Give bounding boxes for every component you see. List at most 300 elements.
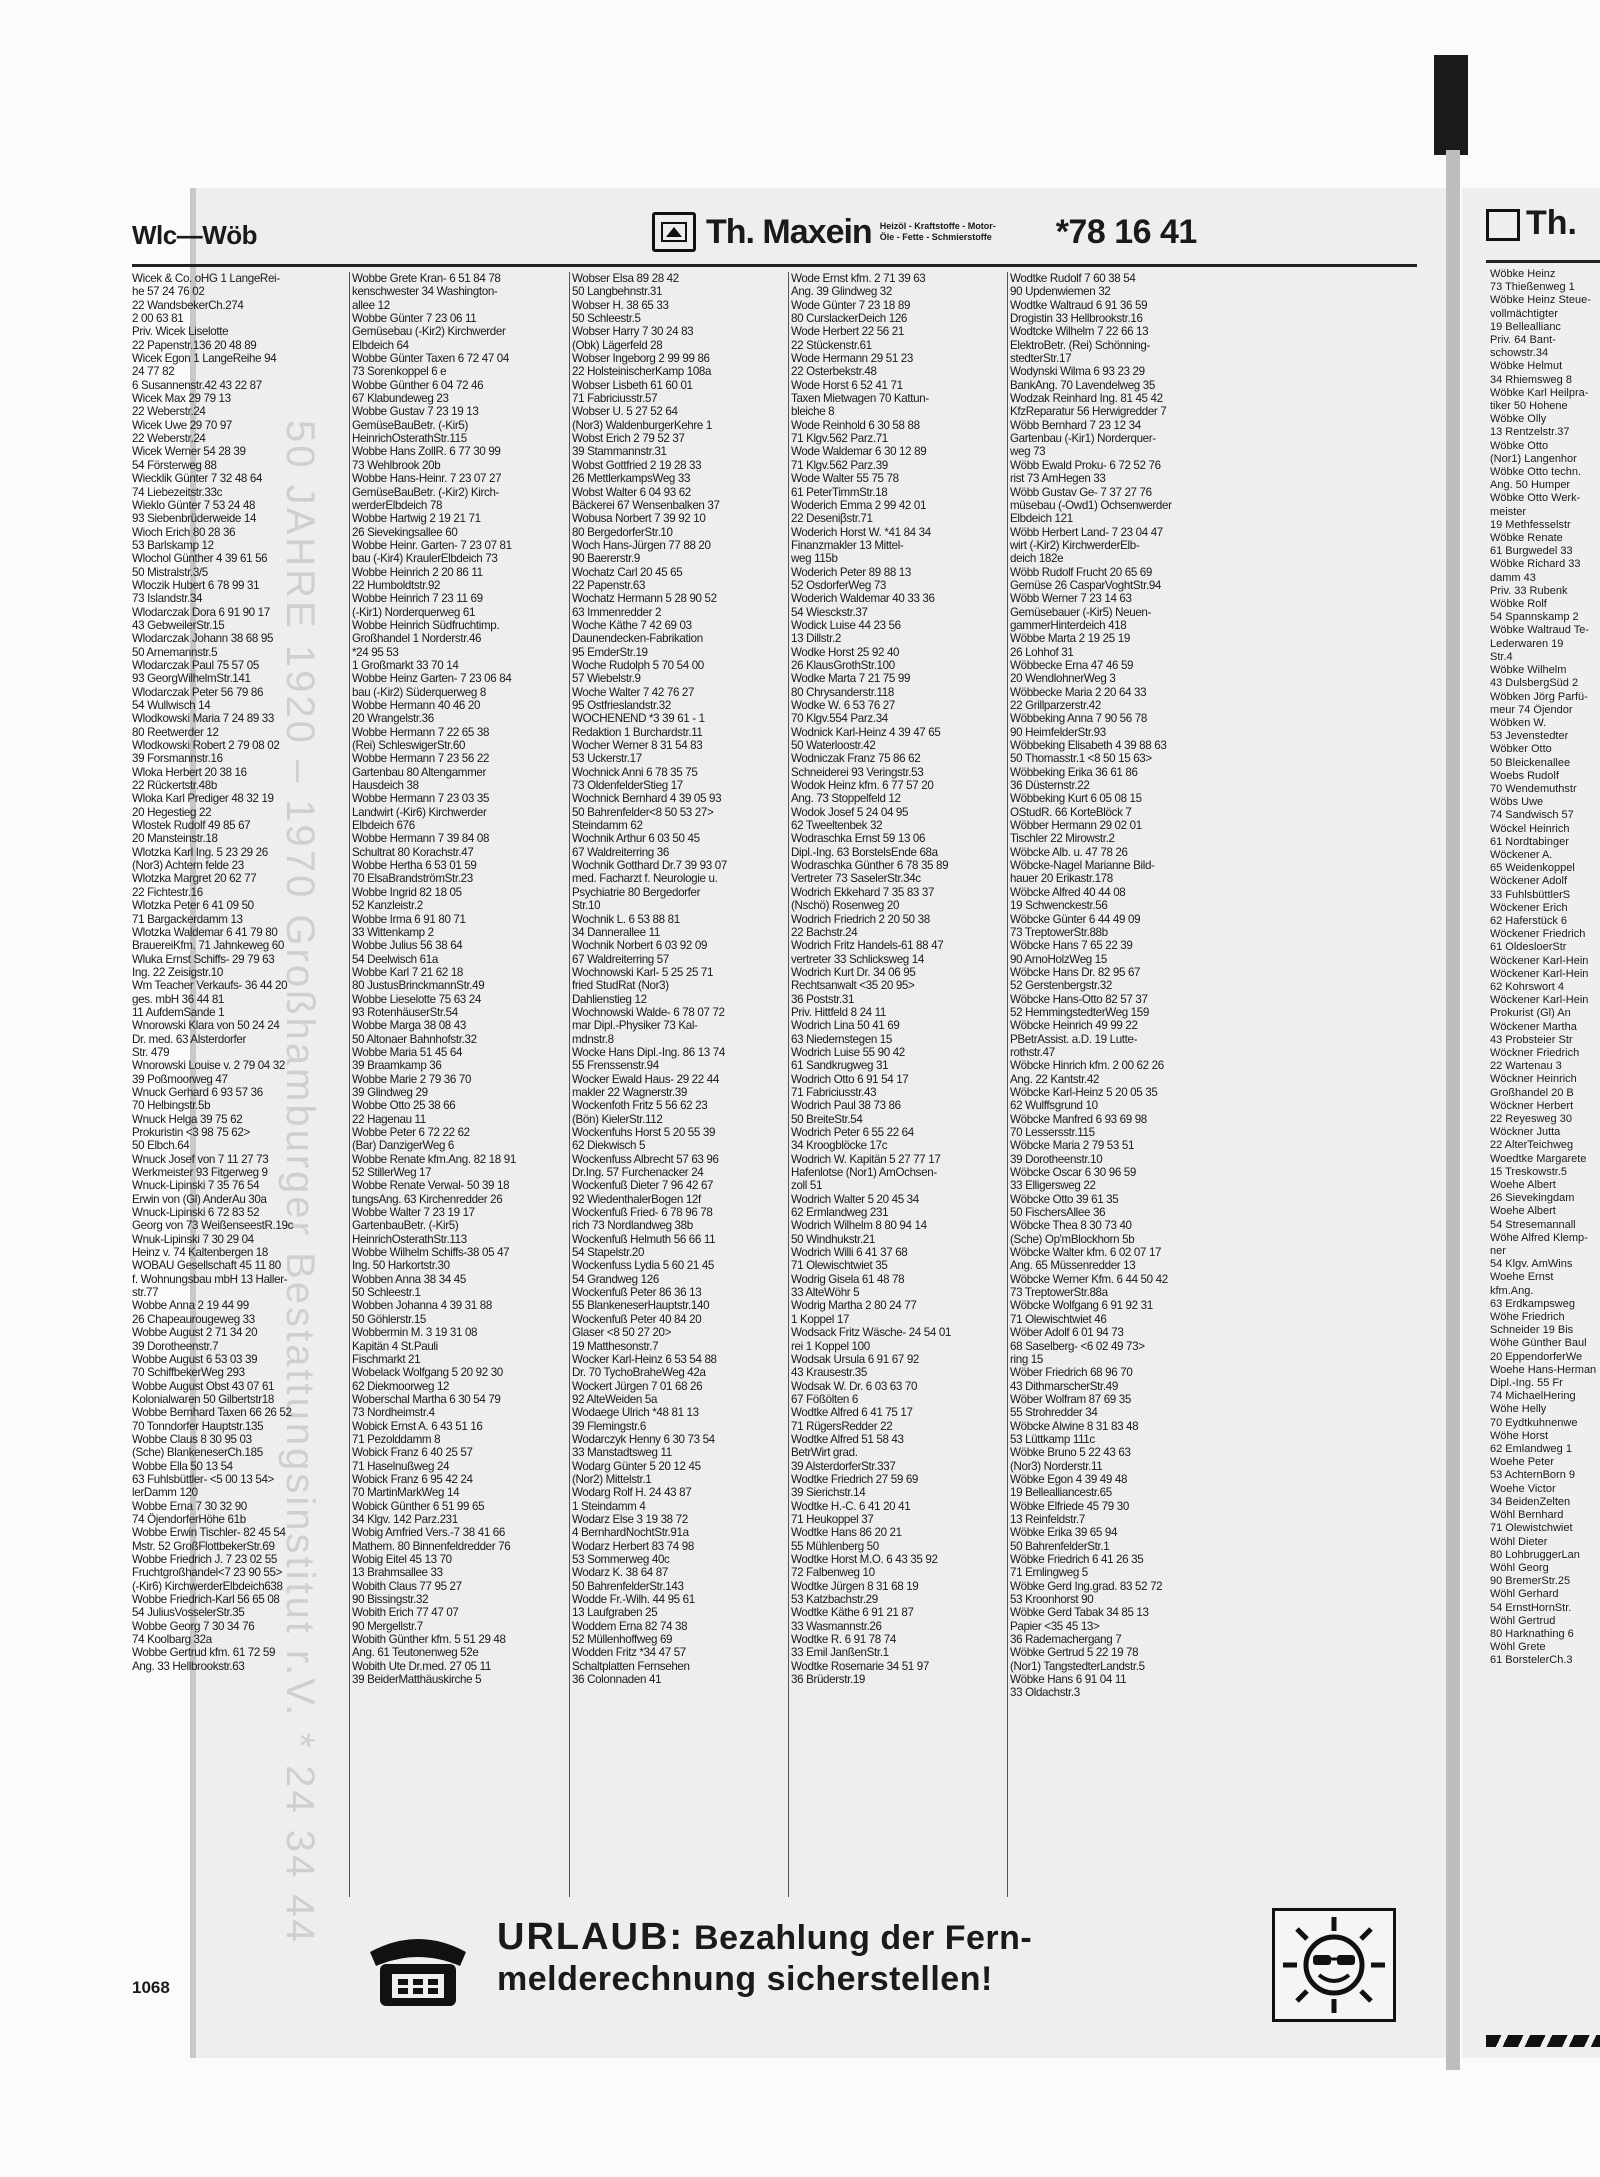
listing-line: Wöbcke Maria 2 79 53 51 [1010, 1139, 1135, 1153]
listing-line: Wode Waldemar 6 30 12 89 [791, 445, 927, 459]
banner-line-2: melderechnung sicherstellen! [497, 1960, 993, 1998]
listing-line: Wöbbeking Elisabeth 4 39 88 63 [1010, 739, 1167, 753]
listing-line: Wochnick Bernhard 4 39 05 93 [572, 792, 722, 806]
listing-line: Wöbb Herbert Land- 7 23 04 47 [1010, 525, 1163, 539]
adjacent-listing-line: 54 ErnstHornStr. [1490, 1601, 1572, 1614]
adjacent-listing-line: 34 BeidenZelten [1490, 1495, 1571, 1508]
listing-line: Wöbcke Wolfgang 6 91 92 31 [1010, 1299, 1153, 1313]
listing-line: bau (-Kir4) KraulerElbdeich 73 [352, 552, 498, 566]
listing-line: zoll 51 [791, 1179, 823, 1193]
listing-line: 2 00 63 81 [132, 312, 184, 326]
listing-line: Wodrig Gisela 61 48 78 [791, 1272, 905, 1286]
advertiser-phone: *78 16 41 [1055, 212, 1197, 251]
listing-line: Wlochol Günther 4 39 61 56 [132, 552, 268, 566]
listing-line: WOCHENEND *3 39 61 - 1 [572, 712, 705, 726]
listing-line: Wodke W. 6 53 76 27 [791, 699, 895, 712]
listing-line: 73 Wehlbrook 20b [352, 458, 441, 472]
listing-line: Wicek Egon 1 LangeReihe 94 [132, 352, 277, 366]
listing-line: 74 ÖjendorferHöhe 61b [132, 1512, 246, 1526]
listing-line: 39 Glindweg 29 [352, 1085, 428, 1099]
listing-line: Wobbe Karl 7 21 62 18 [352, 965, 464, 979]
listing-line: Wobbe Friedrich-Karl 56 65 08 [132, 1593, 280, 1607]
listing-line: 22 Papenstr.136 20 48 89 [132, 338, 257, 352]
adjacent-header-rule [1486, 260, 1600, 263]
listing-line: 39 Dorotheenstr.10 [1010, 1152, 1103, 1166]
listing-line: allee 12 [352, 298, 390, 312]
listing-line: 6 Susannenstr.42 43 22 87 [132, 378, 262, 392]
listing-line: 39 BeiderMatthäuskirche 5 [352, 1673, 482, 1687]
listing-line: 71 Heukoppel 37 [791, 1512, 874, 1526]
listing-line: Kapitän 4 St.Pauli [352, 1339, 438, 1353]
listing-line: 24 77 82 [132, 365, 175, 379]
listing-line: Wodarczyk Henny 6 30 73 54 [572, 1432, 715, 1446]
listing-line: 50 Thomasstr.1 <8 50 15 63> [1010, 752, 1152, 766]
listing-line: Wodok Josef 5 24 04 95 [791, 805, 909, 819]
listing-line: 62 Wulffsgrund 10 [1010, 1099, 1098, 1113]
listing-line: 52 StillerWeg 17 [352, 1166, 432, 1180]
listing-line: 90 ArnoHolzWeg 15 [1010, 952, 1107, 966]
listing-line: Wobser Harry 7 30 24 83 [572, 325, 694, 339]
listing-line: Daunendecken-Fabrikation [572, 632, 703, 646]
listing-line: 63 Immenredder 2 [572, 605, 662, 619]
listing-line: (Nor2) Mittelstr.1 [572, 1472, 652, 1486]
adjacent-listing-line: Str.4 [1490, 650, 1513, 663]
listing-line: Wöbbecke Maria 2 20 64 33 [1010, 685, 1147, 699]
listing-line: 33 Oldachstr.3 [1010, 1686, 1080, 1700]
listing-line: Wöbb Werner 7 23 14 63 [1010, 592, 1132, 606]
listing-line: Hausdeich 38 [352, 779, 419, 793]
listing-line: 34 Klgv. 142 Parz.231 [352, 1512, 458, 1526]
listing-line: Woderich Waldemar 40 33 36 [791, 592, 935, 606]
listing-line: Wloka Herbert 20 38 16 [132, 765, 247, 779]
listing-line: Wobser Ingeborg 2 99 99 86 [572, 352, 710, 366]
listing-line: Wöbcke Günter 6 44 49 09 [1010, 912, 1141, 926]
adjacent-listing-line: Wöckner Jutta [1490, 1126, 1561, 1139]
listing-line: Wodsak Ursula 6 91 67 92 [791, 1352, 920, 1366]
listing-line: Wocke Hans Dipl.-Ing. 86 13 74 [572, 1045, 725, 1059]
listing-line: 70 Klgv.554 Parz.34 [791, 712, 888, 726]
listing-line: Woberschal Martha 6 30 54 79 [352, 1392, 501, 1406]
listing-line: (Nor1) TangstedterLandstr.5 [1010, 1659, 1145, 1673]
listing-line: 50 Bahrenfelder<8 50 53 27> [572, 805, 714, 819]
adjacent-listing-line: ner [1490, 1245, 1506, 1258]
listing-column-3 [572, 272, 785, 1897]
listing-line: 1 Steindamm 4 [572, 1499, 646, 1513]
listing-line: (Bön) KielerStr.112 [572, 1112, 663, 1126]
listing-line: Wöbbe Marta 2 19 25 19 [1010, 632, 1130, 646]
listing-line: Wöbcke Hans 7 65 22 39 [1010, 939, 1133, 953]
listing-line: 22 Deseniβstr.71 [791, 512, 873, 526]
listing-line: Wobig Amfried Vers.-7 38 41 66 [352, 1526, 505, 1540]
listing-line: Hafenlotse (Nor1) AmOchsen- [791, 1166, 937, 1180]
listing-line: Wobbermin M. 3 19 31 08 [352, 1326, 478, 1340]
listing-line: 70 MartinMarkWeg 14 [352, 1486, 460, 1500]
advertiser-name: Th. Maxein [706, 212, 872, 251]
listing-line: Wobelack Wolfgang 5 20 92 30 [352, 1366, 503, 1380]
listing-line: Wöbke Gerd Tabak 34 85 13 [1010, 1606, 1149, 1620]
listing-line: Ang. 33 Hellbrookstr.63 [132, 1659, 245, 1673]
listing-line: Wlotzka Margret 20 62 77 [132, 872, 257, 886]
listing-line: Str. 479 [132, 1045, 170, 1059]
adjacent-listing-line: 33 FuhlsbüttlerS [1490, 888, 1571, 901]
adjacent-listing-line: Wöckener Adolf [1490, 875, 1568, 888]
listing-line: vertreter 33 Schlicksweg 14 [791, 952, 924, 966]
listing-line: Tischler 22 Mirowstr.2 [1010, 832, 1115, 846]
listing-line: 22 Weberstr.24 [132, 405, 206, 419]
adjacent-listing-line: Wöckener Karl-Hein [1490, 954, 1589, 967]
adjacent-listing-line: 15 Treskowstr.5 [1490, 1165, 1568, 1178]
adjacent-listing-line: Wöhe Helly [1490, 1403, 1547, 1416]
listing-line: Wm Teacher Verkaufs- 36 44 20 [132, 979, 288, 993]
listing-line: Wockenfuß Peter 40 84 20 [572, 1312, 702, 1326]
adjacent-listing-line: Wöhe Günther Baul [1490, 1337, 1587, 1350]
listing-line: Wöbbeking Kurt 6 05 08 15 [1010, 792, 1142, 806]
listing-line: 39 Sierichstr.14 [791, 1486, 866, 1500]
listing-line: 39 Braamkamp 36 [352, 1059, 442, 1073]
listing-line: Wodarz Herbert 83 74 98 [572, 1539, 694, 1553]
listing-line: hauer 20 Erikastr.178 [1010, 872, 1113, 886]
listing-line: 19 Schwenckestr.56 [1010, 899, 1108, 913]
listing-line: Wöbke Friedrich 6 41 26 35 [1010, 1553, 1144, 1566]
listing-line: Wockenfuß Fried- 6 78 96 78 [572, 1206, 713, 1220]
listing-line: Elbdeich 676 [352, 819, 415, 833]
listing-line: 71 Bargackerdamm 13 [132, 912, 243, 926]
listing-line: Wobusa Norbert 7 39 92 10 [572, 512, 706, 526]
adjacent-listing-line: tiker 50 Hohene [1490, 400, 1568, 413]
listing-line: Wockenfoth Fritz 5 56 62 23 [572, 1099, 708, 1113]
listing-line: Wobbe Friedrich J. 7 23 02 55 [132, 1553, 277, 1566]
page-footer [132, 1900, 1417, 2025]
adjacent-listing-line: Wöckener Karl-Hein [1490, 967, 1589, 980]
maxein-logo-icon [1486, 209, 1520, 241]
banner-headline [497, 1916, 1032, 1959]
listing-line: 1 Koppel 17 [791, 1312, 850, 1326]
listing-line: Wnorowski Louise v. 2 79 04 32 [132, 1059, 285, 1073]
listing-line: Wöbcke Manfred 6 93 69 98 [1010, 1112, 1147, 1126]
listing-line: HeinrichOsterathStr.113 [352, 1232, 467, 1246]
listing-line: 68 Saselberg- <6 02 49 73> [1010, 1339, 1145, 1353]
listing-line: Wochatz Hermann 5 28 90 52 [572, 592, 717, 606]
listing-line: 71 Fabriciusstr.43 [791, 1085, 877, 1099]
listing-line: 50 Waterloostr.42 [791, 739, 876, 753]
listing-line: Wobbe Ingrid 82 18 05 [352, 885, 462, 899]
adjacent-listing-line: meister [1490, 505, 1527, 518]
listing-line: 70 SchiffbekerWeg 293 [132, 1366, 245, 1380]
listing-line: Wöbcke Hinrich kfm. 2 00 62 26 [1010, 1059, 1164, 1073]
page-header [132, 208, 1417, 264]
adjacent-listing-line: Schneider 19 Bis [1490, 1324, 1574, 1337]
listing-line: Wobbe August 6 53 03 39 [132, 1352, 258, 1366]
listing-line: rist 73 AmHegen 33 [1010, 472, 1106, 486]
listing-line: Wodrich Friedrich 2 20 50 38 [791, 912, 930, 926]
adjacent-listing-line: Wöbke Otto Werk- [1490, 492, 1581, 505]
listing-line: 53 Kroonhorst 90 [1010, 1593, 1094, 1607]
listing-line: Finanzmakler 13 Mittel- [791, 538, 904, 552]
listing-line: 55 Frenssenstr.94 [572, 1059, 659, 1073]
adjacent-listing-line: vollmächtigter [1490, 307, 1558, 320]
listing-line: Wicek Uwe 29 70 97 [132, 418, 233, 432]
listing-line: 39 AlsterdorferStr.337 [791, 1459, 896, 1473]
adjacent-listing-line: Wöhl Bernhard [1490, 1509, 1564, 1522]
listing-line: (Bar) DanzigerWeg 6 [352, 1139, 455, 1153]
listing-line: 90 Baererstr.9 [572, 552, 640, 566]
listing-line: Wodrich Willi 6 41 37 68 [791, 1246, 908, 1260]
listing-line: Wobbe Ella 50 13 54 [132, 1459, 233, 1473]
adjacent-listing-line: Wöbker Otto [1490, 743, 1552, 756]
listing-line: 36 Düsternstr.22 [1010, 779, 1090, 793]
adjacent-listing-line: 63 Erdkampsweg [1490, 1297, 1575, 1310]
listing-line: 62 Diekmoorweg 12 [352, 1379, 450, 1393]
listing-line: Wöbke Gertrud 5 22 19 78 [1010, 1646, 1139, 1660]
listing-line: Wodrich Luise 55 90 42 [791, 1045, 905, 1059]
listing-line: bau (-Kir2) Süderquerweg 8 [352, 685, 486, 699]
adjacent-listing-line: 54 Spannskamp 2 [1490, 611, 1579, 624]
listing-line: Ang. 73 Stoppelfeld 12 [791, 792, 901, 806]
listing-line: Prokuristin <3 98 75 62> [132, 1126, 250, 1139]
listing-column-5 [1010, 272, 1223, 1897]
listing-line: Wobbe Anna 2 19 44 99 [132, 1299, 249, 1313]
adjacent-listing-line: 61 OldesloerStr [1490, 941, 1567, 954]
listing-line: Wobser Elsa 89 28 42 [572, 272, 679, 285]
listing-line: 22 HolsteinischerKamp 108a [572, 365, 712, 379]
adjacent-listing-line: Woehe Victor [1490, 1482, 1556, 1495]
listing-line: Wockenfuß Peter 86 36 13 [572, 1286, 702, 1300]
watermark-text: 50 JAHRE 1920 – 1970 Großhamburger Bestattungsinstitut r.V. * 24 34 44 [278, 420, 322, 1945]
adjacent-listing-line: Wöhe Alfred Klemp- [1490, 1231, 1588, 1244]
listing-line: 50 BahrenfelderStr.1 [1010, 1539, 1110, 1553]
listing-line: 67 Waldreiterring 57 [572, 952, 669, 966]
adjacent-listing-line: 90 BremerStr.25 [1490, 1575, 1571, 1588]
listing-line: HeinrichOsterathStr.115 [352, 432, 467, 446]
listing-line: Dahlienstieg 12 [572, 992, 647, 1006]
listing-line: (Nschö) Rosenweg 20 [791, 899, 900, 913]
listing-line: fried StudRat (Nor3) [572, 979, 669, 993]
listing-line: Wobbe Gustav 7 23 19 13 [352, 405, 479, 419]
adjacent-page-range: Th. [1526, 204, 1577, 242]
listing-line: (Nor3) Achtern felde 23 [132, 859, 244, 873]
listing-line: Wockenfuss Lydia 5 60 21 45 [572, 1259, 715, 1273]
listing-line: Wobbe Erna 7 30 32 90 [132, 1499, 247, 1513]
listing-line: Wodnick Karl-Heinz 4 39 47 65 [791, 725, 941, 739]
listing-line: Wöbke Hans 6 91 04 11 [1010, 1673, 1127, 1687]
listing-line: kenschwester 34 Washington- [352, 285, 498, 299]
adjacent-listing-line: Priv. 64 Bant- [1490, 334, 1556, 347]
listing-line: 39 Flemingstr.6 [572, 1419, 647, 1433]
advertiser-tagline [880, 221, 1050, 243]
listing-line: 33 Wittenkamp 2 [352, 925, 434, 939]
listing-line: 50 Schleestr.5 [572, 312, 641, 326]
adjacent-listing-line: Woehe Albert [1490, 1179, 1556, 1192]
listing-line: Wodtke R. 6 91 78 74 [791, 1633, 896, 1647]
listing-line: Ang. 22 Kantstr.42 [1010, 1072, 1100, 1086]
listing-line: Priv. Hittfeld 8 24 11 [791, 1005, 886, 1019]
listing-line: 13 Brahmsallee 33 [352, 1566, 443, 1580]
listing-line: Wobst Walter 6 04 93 62 [572, 485, 691, 499]
listing-line: 71 Olewischtwiet 46 [1010, 1312, 1107, 1326]
listing-line: werderElbdeich 78 [352, 498, 443, 512]
listing-line: 54 Försterweg 88 [132, 458, 217, 472]
listing-line: Wioch Erich 80 28 36 [132, 525, 236, 539]
listing-line: Elbdeich 64 [352, 338, 409, 352]
listing-line: Wocker Karl-Heinz 6 53 54 88 [572, 1352, 717, 1366]
listing-line: Kolonialwaren 50 Gilbertstr18 [132, 1392, 274, 1406]
listing-line: Wodrich Lina 50 41 69 [791, 1019, 900, 1033]
listing-line: 52 HemmingstedterWeg 159 [1010, 1005, 1149, 1019]
listing-line: Wobbe Bernhard Taxen 66 26 52 [132, 1406, 292, 1420]
listing-column-1 [132, 272, 345, 1897]
listing-line: 50 Göhlerstr.15 [352, 1312, 427, 1326]
adjacent-listing-line: 19 Methfesselstr [1490, 518, 1571, 531]
adjacent-listing-line: 61 Burgwedel 33 [1490, 545, 1573, 558]
adjacent-listing-line: Wöbke Helmut [1490, 360, 1563, 373]
listing-line: Woderich Peter 89 88 13 [791, 565, 911, 579]
listing-line: ges. mbH 36 44 81 [132, 992, 225, 1006]
listing-line: Rechtsanwalt <35 20 95> [791, 979, 915, 993]
listing-line: BankAng. 70 Lavendelweg 35 [1010, 378, 1155, 392]
listing-line: Elbdeich 121 [1010, 512, 1073, 526]
adjacent-listing-line: 62 Kohrswort 4 [1490, 980, 1564, 993]
listing-line: he 57 24 76 02 [132, 285, 205, 299]
listing-line: Wöbber Hermann 29 02 01 [1010, 819, 1142, 833]
listing-line: 36 Poststr.31 [791, 992, 855, 1006]
listing-line: Wobbe Irma 6 91 80 71 [352, 912, 466, 926]
listing-line: 22 Grillparzerstr.42 [1010, 699, 1101, 712]
listing-line: Wode Reinhold 6 30 58 88 [791, 418, 920, 432]
listing-line: Wöbke Elfriede 45 79 30 [1010, 1499, 1129, 1513]
listing-line: Wobbe Hermann 40 46 20 [352, 699, 481, 712]
listing-line: 22 WandsbekerCh.274 [132, 298, 244, 312]
listing-line: Taxen Mietwagen 70 Kattun- [791, 392, 929, 406]
listing-line: 55 BlankeneserHauptstr.140 [572, 1299, 710, 1313]
column-divider [569, 272, 570, 1897]
listing-line: 22 Papenstr.63 [572, 578, 646, 592]
listing-line: 50 BreiteStr.54 [791, 1112, 863, 1126]
adjacent-page-header [1486, 204, 1577, 243]
listing-line: 73 TreptowerStr.88a [1010, 1286, 1108, 1300]
listing-line: Wobbe Hermann 7 23 56 22 [352, 752, 490, 766]
listing-line: Wode Horst 6 52 41 71 [791, 378, 903, 392]
listing-line: 22 Rückertstr.48b [132, 779, 217, 793]
listing-line: Wodtke Rosemarie 34 51 97 [791, 1659, 929, 1673]
listing-line: Ang. 61 Teutonenweg 52e [352, 1646, 479, 1660]
listing-line: Wöbcke-Nagel Marianne Bild- [1010, 859, 1155, 873]
listing-line: Wodtke Alfred 6 41 75 17 [791, 1406, 913, 1420]
listing-line: Wodrich Fritz Handels-61 88 47 [791, 939, 944, 953]
listing-line: 61 Sandkrugweg 31 [791, 1059, 889, 1073]
listing-line: Wochatz Carl 20 45 65 [572, 565, 683, 579]
listing-line: Wodarg Rolf H. 24 43 87 [572, 1486, 692, 1500]
adjacent-listing-line: Wöbs Uwe [1490, 796, 1544, 809]
adjacent-listing-line: Wöbke Waltraud Te- [1490, 624, 1590, 637]
listing-line: Wockenfuss Albrecht 57 63 96 [572, 1152, 719, 1166]
listing-line: Wobbe Erwin Tischler- 82 45 54 [132, 1526, 286, 1540]
listing-line: Wochnik Norbert 6 03 92 09 [572, 939, 708, 953]
listing-line: 52 Müllenhoffweg 69 [572, 1633, 673, 1647]
listing-line: Wodraschka Ernst 59 13 06 [791, 832, 926, 846]
listing-line: Wobbe August 2 71 34 20 [132, 1326, 258, 1340]
listing-line: Glaser <8 50 27 20> [572, 1326, 672, 1340]
listing-line: Georg von 73 WeißenseestR.19c [132, 1219, 294, 1233]
adjacent-listing-line: 61 Nordtabinger [1490, 835, 1569, 848]
adjacent-listing-line: Wöckel Heinrich [1490, 822, 1570, 835]
listing-line: Wobith Günther kfm. 5 51 29 48 [352, 1633, 506, 1647]
listing-line: Wlodkowski Maria 7 24 89 33 [132, 712, 274, 726]
adjacent-listing-line: 22 Reyesweg 30 [1490, 1113, 1572, 1125]
listing-line: Wodtke Hans 86 20 21 [791, 1526, 902, 1540]
listing-line: Wöbke Bruno 5 22 43 63 [1010, 1446, 1131, 1460]
listing-line: 36 Rademachergang 7 [1010, 1633, 1122, 1647]
listing-line: Wlotzka Karl Ing. 5 23 29 26 [132, 845, 268, 859]
listing-line: Wodtke Waltraud 6 91 36 59 [1010, 298, 1148, 312]
adjacent-listing-line: Wöhl Gerhard [1490, 1588, 1559, 1601]
listing-line: Gemüsebau (-Kir2) Kirchwerder [352, 325, 506, 339]
adjacent-listing-line: 62 Emlandweg 1 [1490, 1443, 1572, 1456]
adjacent-listing-line: 54 Stresemannall [1490, 1218, 1576, 1231]
listing-line: müsebau (-Owd1) Ochsenwerder [1010, 498, 1172, 512]
adjacent-listing-line: Großhandel 20 B [1490, 1086, 1574, 1099]
listing-line: Ing. 22 Zeisigstr.10 [132, 965, 223, 979]
listing-line: Wicek & Co. oHG 1 LangeRei- [132, 272, 280, 285]
listing-line: str.77 [132, 1286, 159, 1300]
column-divider [788, 272, 789, 1897]
listing-line: Wodke Horst 25 92 40 [791, 645, 900, 659]
listing-line: 26 Sievekingsallee 60 [352, 525, 458, 539]
listing-line: Vertreter 73 SaselerStr.34c [791, 872, 921, 886]
listing-line: Wodarz Else 3 19 38 72 [572, 1512, 688, 1526]
listing-line: Wobbe Günter Taxen 6 72 47 04 [352, 352, 510, 366]
listing-line: Wobbe Hermann 7 23 03 35 [352, 792, 490, 806]
listing-line: 90 Bissingstr.32 [352, 1593, 429, 1607]
listing-line: Wodrich Peter 6 55 22 64 [791, 1126, 914, 1139]
listing-line: Wöbcke Otto 39 61 35 [1010, 1192, 1119, 1206]
adjacent-page-list [1490, 268, 1600, 1668]
listing-line: Wobbe Renate kfm.Ang. 82 18 91 [352, 1152, 516, 1166]
listing-line: GemüseBauBetr. (-Kir5) [352, 418, 469, 432]
listing-line: Wöbcke Alfred 40 44 08 [1010, 885, 1126, 899]
listing-line: Wöber Adolf 6 01 94 73 [1010, 1326, 1124, 1340]
listing-line: BrauereiKfm. 71 Jahnkeweg 60 [132, 939, 284, 953]
listing-line: Wodniczak Franz 75 86 62 [791, 752, 921, 766]
listing-line: Wodtke Käthe 6 91 21 87 [791, 1606, 914, 1620]
listing-line: 61 PeterTimmStr.18 [791, 485, 888, 499]
listing-line: 70 Helbingstr.5b [132, 1099, 211, 1113]
listing-line: Wobbe Günther 6 04 72 46 [352, 378, 484, 392]
listing-line: Wodrich Walter 5 20 45 34 [791, 1192, 919, 1206]
listing-line: Wöbcke Thea 8 30 73 40 [1010, 1219, 1132, 1233]
listing-line: Papier <35 45 13> [1010, 1619, 1100, 1633]
adjacent-listing-line: Wöbken W. [1490, 716, 1547, 729]
listing-line: Wöbbeking Erika 36 61 86 [1010, 765, 1138, 779]
listing-line: 57 Wiebelstr.9 [572, 672, 641, 686]
listing-line: Wodke Marta 7 21 75 99 [791, 672, 911, 686]
listing-line: Str.10 [572, 899, 601, 913]
listing-line: Wodtke Alfred 51 58 43 [791, 1432, 904, 1446]
adjacent-listing-line: Wöbken Jörg Parfü- [1490, 690, 1588, 703]
listing-line: 54 JuliusVosselerStr.35 [132, 1606, 245, 1620]
listing-line: rothstr.47 [1010, 1045, 1055, 1059]
listing-line: Wochnik Arthur 6 03 50 45 [572, 832, 700, 846]
listing-line: Wobbe Hartwig 2 19 21 71 [352, 512, 481, 526]
adjacent-listing-line: Wöhl Georg [1490, 1561, 1549, 1574]
listing-line: Dr.Ing. 57 Furchenacker 24 [572, 1166, 704, 1180]
adjacent-listing-line: 54 Klgv. AmWins [1490, 1258, 1573, 1271]
listing-line: Gemüse 26 CasparVoghtStr.94 [1010, 578, 1162, 592]
listing-line: 90 Mergellstr.7 [352, 1619, 423, 1633]
listing-line: Wobbe Gertrud kfm. 61 72 59 [132, 1646, 276, 1660]
listing-line: 50 Altonaer Bahnhofstr.32 [352, 1032, 477, 1046]
listing-line: Wnuck Gerhard 6 93 57 36 [132, 1085, 263, 1099]
listing-line: Wnuck-Lipinski 7 35 76 54 [132, 1179, 260, 1193]
